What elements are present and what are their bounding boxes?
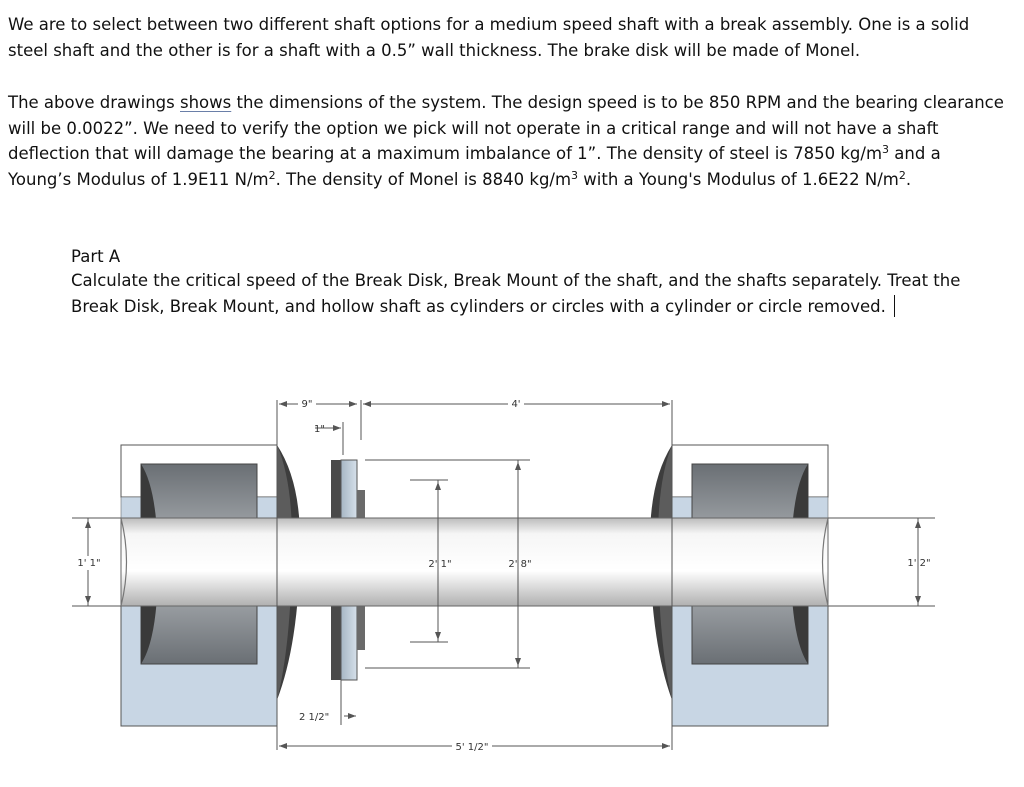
dim-1in: 1" — [314, 424, 325, 435]
intro-text-2a: The above drawings — [8, 93, 175, 112]
spellcheck-underlined-word: shows — [180, 93, 232, 112]
intro-text-2e: with a Young's Modulus of 1.6E22 N/m — [583, 169, 899, 189]
superscript-2: 2 — [898, 168, 906, 182]
superscript-3: 3 — [571, 168, 579, 182]
dim-2-half-in: 2 1/2" — [299, 712, 330, 723]
intro-text-2d: . The density of Monel is 8840 kg/m — [275, 169, 572, 189]
dim-5ft-half-in: 5' 1/2" — [455, 742, 489, 753]
part-a-body: Calculate the critical speed of the Break Disk, Break Mount of the shaft, and the shafts separately. Treat the Break Disk, Break Mount, and hollow shaft as cylinders or circles with a cylinder or circle removed. — [71, 271, 961, 316]
part-a-title: Part A — [71, 247, 121, 266]
part-a-text[interactable] — [71, 268, 1006, 319]
text-cursor — [894, 295, 895, 317]
shaft-assembly-drawing — [0, 380, 1024, 780]
intro-paragraph-2 — [8, 90, 1008, 192]
intro-paragraph-1 — [8, 12, 1008, 63]
dim-9in: 9" — [301, 399, 313, 410]
shaft — [121, 518, 828, 606]
dim-2ft1in: 2' 1" — [428, 559, 452, 570]
intro-text-2b: the dimensions of the system. The design speed is to be 850 RPM and the bearing clearance will be 0.0022”. We need to verify the option we pick will not operate in a critical range and will not have a shaft deflection that will damage the bearing at a maximum imbalance of 1”. The density of steel is 7850 kg/m — [8, 93, 1004, 164]
superscript-2: 2 — [268, 168, 276, 182]
dim-1ft1in: 1' 1" — [77, 558, 101, 569]
intro-text-2c: and a Young’s Modulus of 1.9E11 N/m — [8, 144, 941, 189]
intro-text-1: We are to select between two different shaft options for a medium speed shaft with a break assembly. One is a solid steel shaft and the other is for a shaft with a 0.5” wall thickness. The brake disk will be made of Monel. — [8, 15, 970, 60]
dim-1ft2in: 1' 2" — [907, 558, 931, 569]
superscript-3: 3 — [882, 143, 890, 157]
dim-2ft8in: 2' 8" — [508, 559, 532, 570]
dim-4ft: 4' — [511, 399, 521, 410]
intro-text-2f: . — [905, 169, 912, 189]
